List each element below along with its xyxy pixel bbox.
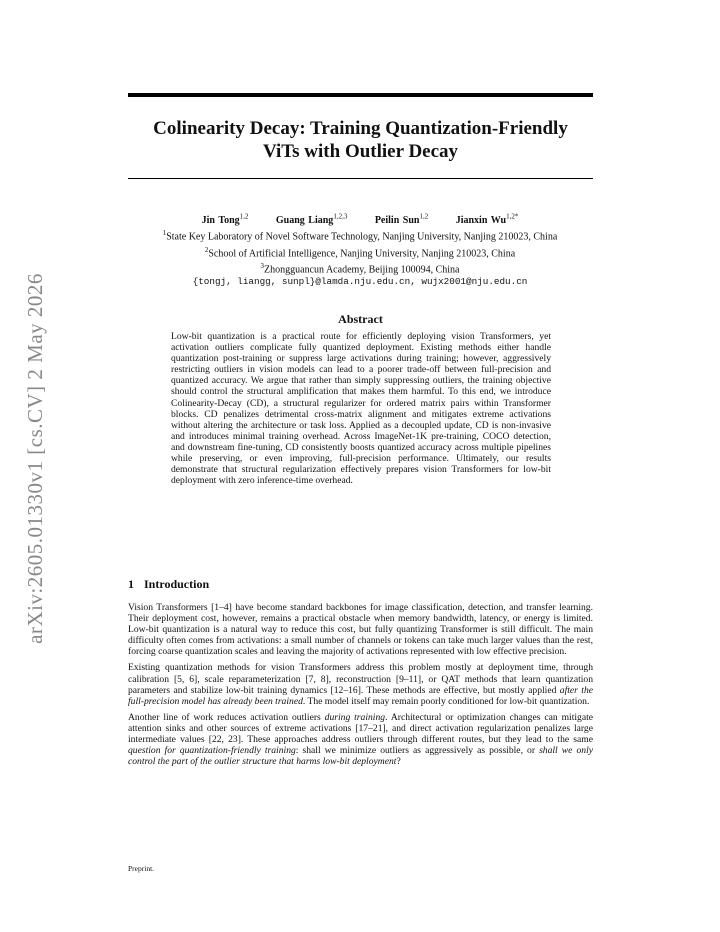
arxiv-identifier: arXiv:2605.01330v1 [cs.CV] 2 May 2026 xyxy=(22,272,47,644)
intro-paragraph: Existing quantization methods for vision Transformers address this problem mostly at deployment time, through calibration [5, 6], scale reparameterization [7, 8], reconstruction [9–11], or QAT methods that learn quantization parameters and stabilize low-bit training dynamics [12–16]. These methods are effective, but mostly applied after the full-precision model has already been trained. The model itself may remain poorly conditioned for low-bit quantization. xyxy=(128,662,593,707)
affiliation: $^1$State Key Laboratory of Novel Software Technology, Nanjing University, Nanjing 210023, China xyxy=(162,229,558,243)
author-names xyxy=(110,211,610,227)
intro-paragraph: Another line of work reduces activation outliers during training. Architectural or optimization changes can mitigate attention sinks and other sources of extreme activations [17–21], and direct activation regularization penalizes large intermediate values [22, 23]. These approaches address outliers through different routes, but they lead to the same question for quantization-friendly training: shall we minimize outliers as aggressively as possible, or shall we only control the part of the outlier structure that harms low-bit deployment? xyxy=(128,711,594,768)
section-number: 1 xyxy=(128,577,134,591)
title-line-1: Colinearity Decay: Training Quantization-Friendly xyxy=(153,118,568,139)
affiliation: $^2$School of Artificial Intelligence, Nanjing University, Nanjing 210023, China xyxy=(204,245,516,259)
title-rule-bottom xyxy=(128,178,593,179)
author: Guang Liang$^{1,2,3}$ xyxy=(275,213,348,227)
arxiv-stamp xyxy=(20,258,50,658)
abstract-heading: Abstract xyxy=(338,312,383,326)
preprint-note: Preprint. xyxy=(128,864,155,873)
author-emails: {tongj, liangg, sunpl}@lamda.nju.edu.cn, wujx2001@nju.edu.cn xyxy=(192,276,528,288)
introduction-body xyxy=(128,602,593,772)
author: Jianxin $Wu^{1,2*}$ xyxy=(455,213,519,227)
affiliation: $^3$Zhongguancun Academy, Beijing 100094, China xyxy=(260,261,460,276)
paper-title xyxy=(128,117,593,163)
author: Jin Tong$^{1,2}$ xyxy=(201,213,249,227)
author: Peilin Sun$^{1,2}$ xyxy=(374,213,429,227)
title-rule-top xyxy=(128,93,593,97)
section-heading-introduction xyxy=(128,577,209,592)
section-title: Introduction xyxy=(144,577,210,591)
abstract-text: Low-bit quantization is a practical route for efficiently deploying vision Transformers, yet activation outliers complicate fully quantized deployment. Existing methods either handle quantization post-training or suppress large activations during training; however, aggressively restricting outliers in vision models can lead to a poorer trade-off between full-precision and quantized accuracy. We argue that rather than simply suppressing outliers, the training objective should control the structural amplification that makes them harmful. To this end, we introduce Colinearity-Decay (CD), a structural regularizer for ordered matrix pairs within Transformer blocks. CD penalizes detrimental cross-matrix alignment and mitigates extreme activations without altering the architecture or task loss. Applied as a decoupled update, CD is non-invasive and introduces minimal training overhead. Across ImageNet-1K pre-training, COCO detection, and downstream fine-tuning, CD consistently boosts quantized accuracy across multiple pipelines while preserving, or even improving, full-precision performance. Ultimately, our results demonstrate that structural regularization effectively prepares vision Transformers for low-bit deployment with zero inference-time overhead. xyxy=(171,331,551,487)
intro-paragraph: Vision Transformers [1–4] have become standard backbones for image classification, detection, and transfer learning. Their deployment cost, however, remains a practical obstacle when memory bandwidth, latency, or energy is limited. Low-bit quantization is a natural way to reduce this cost, but fully quantizing Transformer is still difficult. The main difficulty often comes from activations: a small number of channels or tokens can take much larger values than the rest, forcing coarse quantization scales and leaving the majority of activations represented with low effective precision. xyxy=(128,602,593,658)
author-block xyxy=(110,211,610,288)
title-line-2: ViTs with Outlier Decay xyxy=(262,141,459,162)
